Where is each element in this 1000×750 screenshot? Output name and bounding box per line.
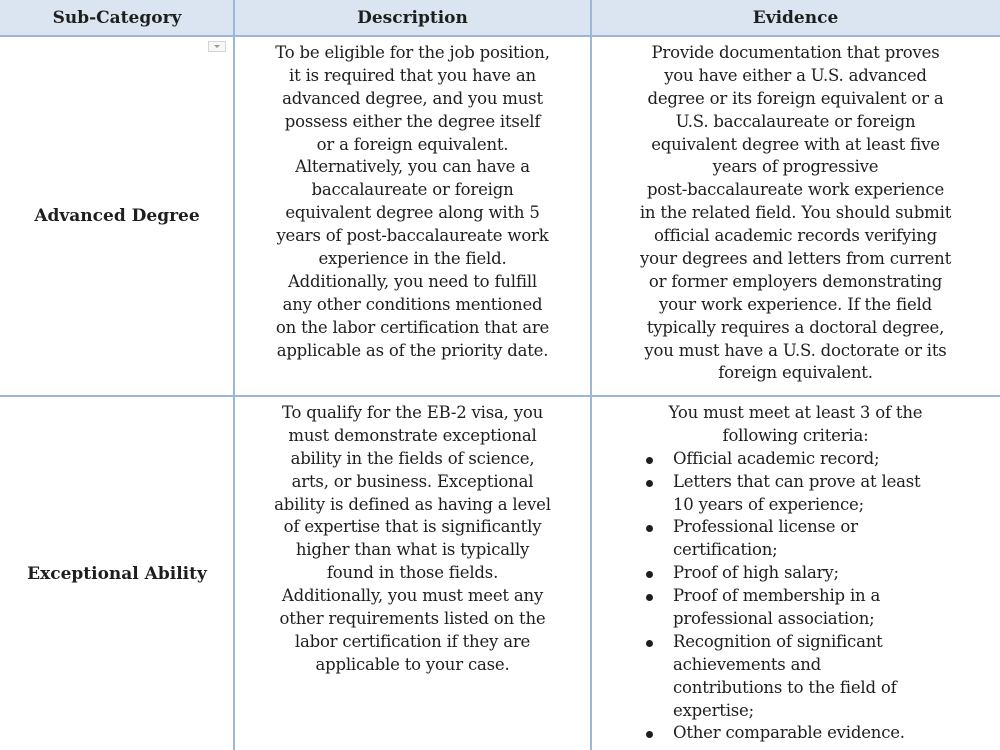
text-line: your degrees and letters from current [639, 249, 952, 269]
text-line: ability is defined as having a level [274, 494, 551, 514]
row-divider [0, 35, 1000, 37]
text-line: found in those fields. [326, 563, 499, 583]
text-line: ability in the fields of science, [290, 448, 535, 468]
text-line: applicable as of the priority date. [276, 340, 549, 360]
column-divider [590, 0, 592, 750]
criteria-item [673, 516, 1000, 562]
text-line: years of post-baccalaureate work [276, 226, 549, 246]
criteria-item-line: certification; [673, 540, 778, 560]
criteria-item-line: professional association; [673, 609, 875, 629]
text-line: must demonstrate exceptional [288, 425, 537, 445]
text-line: it is required that you have an [289, 65, 536, 85]
text-line: official academic records verifying [653, 226, 938, 246]
criteria-item-line: 10 years of experience; [673, 494, 864, 514]
header-sub-category: Sub-Category [0, 0, 234, 36]
criteria-item-line: expertise; [673, 700, 754, 720]
text-line: your work experience. If the field [659, 294, 932, 314]
evidence-exceptional-ability [591, 402, 1000, 745]
cell-dropdown-icon[interactable] [208, 41, 226, 52]
criteria-item-line: Proof of high salary; [673, 563, 839, 583]
text-line: following criteria: [722, 425, 869, 445]
text-line: higher than what is typically [295, 540, 530, 560]
text-line: or a foreign equivalent. [316, 134, 509, 154]
sub-category-exceptional-ability: Exceptional Ability [27, 563, 207, 584]
criteria-item-line: Proof of membership in a [673, 586, 881, 606]
criteria-item-line: contributions to the field of [673, 677, 897, 697]
criteria-item [673, 631, 1000, 723]
column-divider [233, 0, 235, 750]
text-line: Additionally, you must meet any [281, 586, 544, 606]
criteria-item [673, 585, 1000, 631]
text-line: advanced degree, and you must [282, 88, 543, 108]
text-line: To be eligible for the job position, [275, 43, 550, 62]
text-line: years of progressive [712, 157, 879, 177]
evidence-criteria-list [591, 448, 1000, 746]
criteria-item [673, 448, 1000, 471]
row-divider [0, 395, 1000, 397]
text-line: equivalent degree along with 5 [285, 203, 540, 223]
criteria-item-line: Professional license or [673, 517, 858, 537]
criteria-item [673, 562, 1000, 585]
text-line: any other conditions mentioned [282, 294, 543, 314]
criteria-item-line: Official academic record; [673, 448, 880, 468]
criteria-item-line: achievements and [673, 654, 822, 674]
text-line: You must meet at least 3 of the [668, 403, 923, 422]
text-line: degree or its foreign equivalent or a [647, 88, 944, 108]
criteria-item-line: Recognition of significant [673, 631, 883, 651]
description-exceptional-ability [234, 402, 591, 677]
text-line: U.S. baccalaureate or foreign [675, 111, 916, 131]
evidence-intro [591, 402, 1000, 448]
evidence-advanced-degree [591, 42, 1000, 385]
text-line: you have either a U.S. advanced [664, 65, 927, 85]
text-line: experience in the field. [318, 249, 507, 269]
header-evidence: Evidence [591, 0, 1000, 36]
text-line: foreign equivalent. [718, 363, 873, 383]
text-line: arts, or business. Exceptional [291, 471, 534, 491]
text-line: typically requires a doctoral degree, [646, 317, 945, 337]
text-line: possess either the degree itself [284, 111, 541, 131]
description-advanced-degree [234, 42, 591, 362]
criteria-item-line: Other comparable evidence. [673, 723, 905, 743]
text-line: of expertise that is significantly [283, 517, 542, 537]
text-line: other requirements listed on the [279, 609, 546, 629]
criteria-item-line: Letters that can prove at least [673, 471, 921, 491]
text-line: labor certification if they are [294, 631, 531, 651]
text-line: Provide documentation that proves [651, 43, 940, 62]
criteria-item [673, 722, 1000, 745]
sub-category-advanced-degree: Advanced Degree [34, 206, 200, 226]
text-line: post-baccalaureate work experience [646, 180, 945, 200]
header-description: Description [234, 0, 591, 36]
text-line: in the related field. You should submit [639, 203, 952, 223]
text-line: applicable to your case. [315, 654, 510, 674]
criteria-item [673, 471, 1000, 517]
text-line: you must have a U.S. doctorate or its [644, 340, 947, 360]
text-line: Additionally, you need to fulfill [287, 271, 538, 291]
text-line: To qualify for the EB-2 visa, you [281, 403, 544, 422]
text-line: Alternatively, you can have a [295, 157, 530, 177]
text-line: on the labor certification that are [275, 317, 550, 337]
text-line: equivalent degree with at least five [651, 134, 940, 154]
text-line: or former employers demonstrating [648, 271, 943, 291]
text-line: baccalaureate or foreign [311, 180, 514, 200]
